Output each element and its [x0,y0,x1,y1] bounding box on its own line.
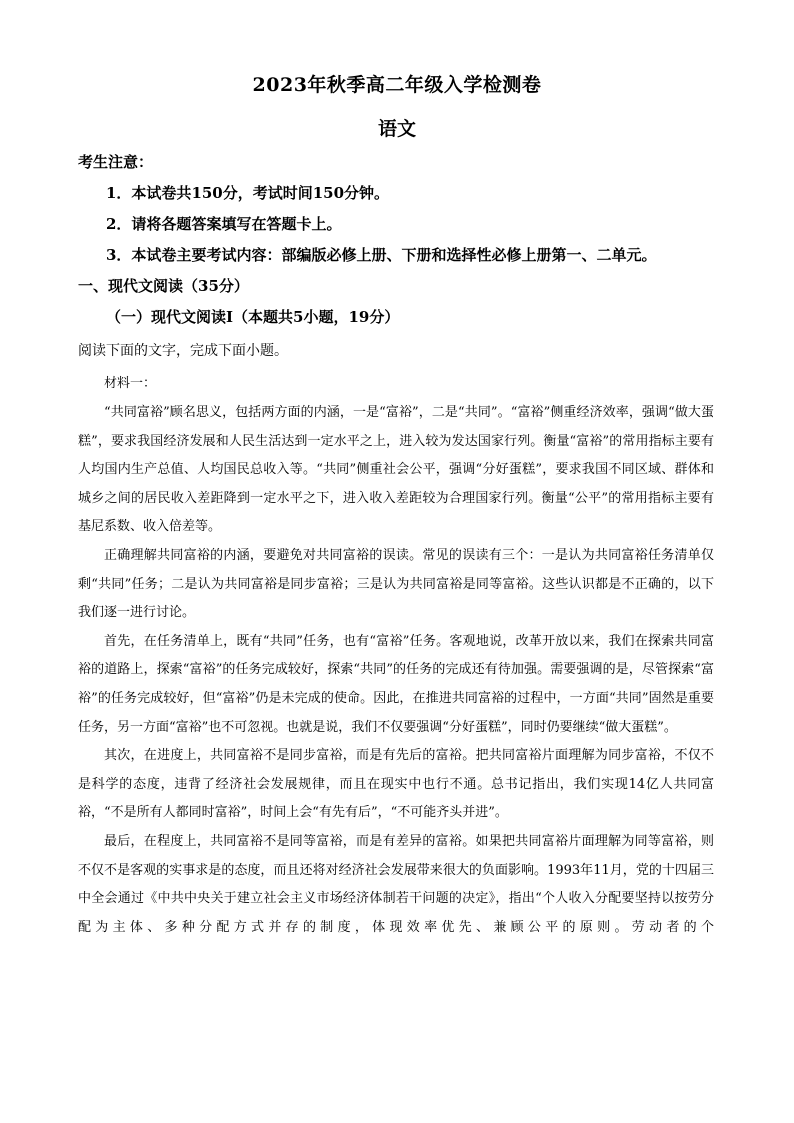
exam-title: 2023年秋季高二年级入学检测卷 [252,74,542,96]
section-title: 一、现代文阅读（35分） [78,277,249,295]
reading-passage [78,399,714,942]
passage-paragraph: 首先，在任务清单上，既有“共同”任务，也有“富裕”任务。客观地说，改革开放以来，我们在探索共同富裕的道路上，探索“富裕”的任务完成较好，探索“共同”的任务的完成还有待加强。需要强调的是，尽管探索“富裕”的任务完成较好，但“富裕”仍是未完成的使命。因此，在推进共同富裕的过程中，一方面“共同”固然是重要任务，另一方面“富裕”也不可忽视。也就是说，我们不仅要强调“分好蛋糕”，同时仍要继续“做大蛋糕”。 [78,633,714,735]
notice-item: 2．请将各题答案填写在答题卡上。 [106,215,342,233]
notice-item: 1．本试卷共150分，考试时间150分钟。 [106,184,390,202]
reading-instruction: 阅读下面的文字，完成下面小题。 [78,343,288,359]
passage-paragraph: “共同富裕”顾名思义，包括两方面的内涵，一是“富裕”，二是“共同”。“富裕”侧重经济效率，强调“做大蛋糕”，要求我国经济发展和人民生活达到一定水平之上，进入较为发达国家行列。衡量“富裕”的常用指标主要有人均国内生产总值、人均国民总收入等。“共同”侧重社会公平，强调“分好蛋糕”，要求我国不同区域、群体和城乡之间的居民收入差距降到一定水平之下，进入收入差距较为合理国家行列。衡量“公平”的常用指标主要有基尼系数、收入倍差等。 [78,405,714,535]
passage-paragraph: 最后，在程度上，共同富裕不是同等富裕，而是有差异的富裕。如果把共同富裕片面理解为同等富裕，则不仅不是客观的实事求是的态度，而且还将对经济社会发展带来很大的负面影响。1993年11月，党的十四届三中全会通过《中共中央关于建立社会主义市场经济体制若干问题的决定》，指出“个人收入分配要坚持以按劳分配为主体、多种分配方式并存的制度，体现效率优先、兼顾公平的原则。劳动者的个 [78,833,714,935]
passage-paragraph: 正确理解共同富裕的内涵，要避免对共同富裕的误读。常见的误读有三个：一是认为共同富裕任务清单仅剩“共同”任务；二是认为共同富裕是同步富裕；三是认为共同富裕是同等富裕。这些认识都是不正确的，以下我们逐一进行讨论。 [78,547,714,621]
passage-paragraph: 其次，在进度上，共同富裕不是同步富裕，而是有先后的富裕。把共同富裕片面理解为同步富裕，不仅不是科学的态度，违背了经济社会发展规律，而且在现实中也行不通。总书记指出，我们实现14亿人共同富裕，“不是所有人都同时富裕”，时间上会“有先有后”，“不可能齐头并进”。 [78,748,714,821]
notice-heading: 考生注意： [78,153,154,171]
subsection-title: （一）现代文阅读Ⅰ（本题共5小题，19分） [106,308,400,326]
notice-item: 3．本试卷主要考试内容：部编版必修上册、下册和选择性必修上册第一、二单元。 [106,246,657,264]
subject-title: 语文 [377,118,416,140]
material-label: 材料一： [104,376,157,391]
